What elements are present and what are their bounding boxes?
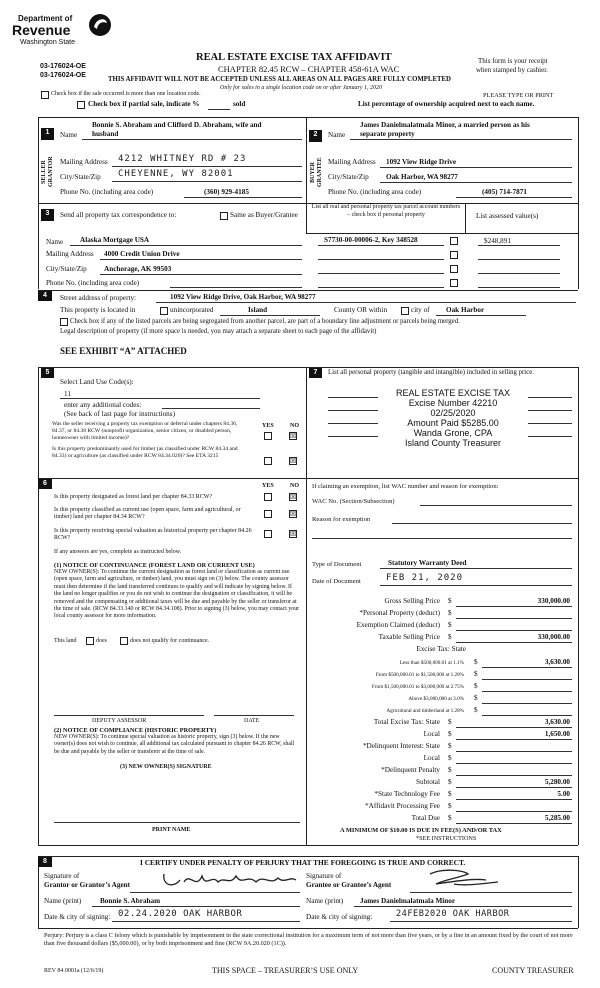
same-as-buyer-checkbox[interactable] [220, 212, 228, 220]
tech-fee-dollar: $ [448, 790, 452, 798]
seller-city-label: City/State/Zip [60, 173, 101, 181]
buyer-phone-label: Phone No. (including area code) [328, 188, 422, 196]
local-value: 1,650.00 [544, 730, 570, 738]
s5-q1-no[interactable]: ☒ [290, 432, 297, 440]
stamp-line-2: Excise Number 42210 [408, 398, 498, 408]
type-or-print: PLEASE TYPE OR PRINT [483, 92, 554, 99]
corr-city-value: Anchorage, AK 99503 [104, 265, 172, 273]
assessed-value: $248,891 [484, 237, 511, 245]
tech-fee-value: 5.00 [557, 790, 570, 798]
total-state-label: Total Excise Tax: State [373, 718, 440, 726]
local-label: Local [423, 730, 440, 738]
delinquent-interest-dollar: $ [448, 742, 452, 750]
unincorporated-label: unincorporated [170, 306, 214, 314]
doc-number-2: 03-176024-OE [40, 72, 86, 79]
buyer-city-label: City/State/Zip [328, 173, 369, 181]
land-use-label: Select Land Use Code(s): [60, 378, 134, 386]
delinquent-penalty-dollar: $ [448, 766, 452, 774]
gross-dollar: $ [448, 597, 452, 605]
bracket-1-value: 3,630.00 [544, 658, 570, 666]
see-instructions: *SEE INSTRUCTIONS [416, 835, 477, 842]
excise-tax-stamp [378, 388, 528, 450]
agency-line2: Revenue [12, 22, 71, 38]
total-due-dollar: $ [448, 814, 452, 822]
bracket-5-dollar: $ [474, 706, 478, 714]
s6-q3-no[interactable]: ☒ [290, 530, 297, 538]
subtotal-label: Subtotal [416, 778, 440, 786]
multi-location-checkbox[interactable] [41, 91, 49, 99]
does-label: does [96, 638, 107, 644]
corr-name-value: Alaska Mortgage USA [80, 236, 150, 244]
bracket-1-label: Less than $500,000.01 at 1.1% [399, 660, 464, 666]
s5-q2-no[interactable]: ☒ [290, 457, 297, 465]
corr-name-label: Name [46, 238, 64, 246]
notice-1-text: NEW OWNER(S): To continue the current designation as forest land or classification as current use (open space, farm and agriculture, or timber) land, you must sign on (3) below. The county assessor must then determine if the land transferred continues to qualify and will indicate by signing below. If the land no longer qualifies or you do not wish to continue the designation or classification, it will be removed and the compensating or additional taxes will be due and payable by the seller or transferor at the time of sale. (RCW 84.33.140 or RCW 84.34.108). Prior to signing (3) below, you may contact your local county assessor for more information. [54, 569, 300, 620]
bracket-1-dollar: $ [474, 658, 478, 666]
partial-sale-label: Check box if partial sale, indicate % [88, 100, 200, 108]
same-as-buyer-label: Same as Buyer/Grantee [230, 211, 298, 219]
processing-fee-label: *Affidavit Processing Fee [365, 802, 440, 810]
agency-line1: Department of [18, 14, 73, 23]
perjury-notice: Perjury: Perjury is a class C felony which is punishable by imprisonment in the state correctional institution for a maximum term of not more than five years, or by a fine in an amount fixed by the court of not more than five thousand dollars ($5,000.00), or by both imprisonment and fine (RCW 9A.20.020 (1C)). [44, 932, 573, 947]
exhibit-a-note: SEE EXHIBIT “A” ATTACHED [60, 346, 187, 356]
total-state-value: 3,630.00 [544, 718, 570, 726]
does-checkbox[interactable] [86, 637, 94, 645]
bracket-4-label: Above $3,000,000 at 3.0% [408, 696, 464, 702]
personal-property-label: List all personal property (tangible and intangible) included in selling price. [328, 369, 534, 376]
bracket-2-dollar: $ [474, 670, 478, 678]
buyer-side-label: BUYER GRANTEE [310, 157, 323, 187]
exemption-dollar: $ [448, 621, 452, 629]
buyer-mailing-value: 1092 View Ridge Drive [386, 158, 457, 166]
county-label: County OR within [334, 306, 388, 314]
buyer-name-line1: James Danielmalatmala Minor, a married person as his [360, 121, 530, 129]
grantee-signature-image [424, 866, 504, 892]
section-1-marker: 1 [41, 128, 54, 140]
notice-2-text: NEW OWNER(S): To continue special valuation as historic property, sign (3) below. If the new owner(s) does not wish to continue, all additional tax calculated pursuant to chapter 84.26 RCW, shall be due and payable by the seller or transferor at the time of sale. [54, 734, 295, 755]
seller-side-label: SELLER GRANTOR [41, 156, 54, 188]
personal-deduct-label: *Personal Property (deduct) [359, 609, 440, 617]
city-of-label: city of [411, 306, 430, 314]
parcel-personal-checkbox-4[interactable] [450, 279, 458, 287]
grantor-name-value: Bonnie S. Abraham [100, 897, 161, 905]
section-4-marker: 4 [38, 291, 52, 301]
form-title: REAL ESTATE EXCISE TAX AFFIDAVIT [196, 52, 392, 63]
see-back-label: (See back of last page for instructions) [64, 410, 175, 418]
form-warning: THIS AFFIDAVIT WILL NOT BE ACCEPTED UNLESS ALL AREAS ON ALL PAGES ARE FULLY COMPLETED [108, 76, 451, 83]
certify-statement: I CERTIFY UNDER PENALTY OF PERJURY THAT THE FOREGOING IS TRUE AND CORRECT. [140, 858, 466, 867]
grantor-signature-image [160, 868, 300, 892]
taxable-price-value: 330,000.00 [537, 633, 570, 641]
local2-label: Local [423, 754, 440, 762]
this-land-label: This land [54, 638, 77, 644]
section-5-marker: 5 [41, 368, 54, 378]
grantee-sig-label-1: Signature of [306, 872, 342, 880]
corr-mailing-label: Mailing Address [46, 250, 94, 258]
section-7-marker: 7 [309, 368, 322, 378]
new-owner-signature-label: (3) NEW OWNER(S) SIGNATURE [120, 764, 212, 770]
s6-q2-yes[interactable] [264, 510, 272, 518]
wac-label: WAC No. (Section/Subsection) [312, 498, 395, 505]
treasurer-use: THIS SPACE – TREASURER’S USE ONLY [212, 966, 359, 975]
revenue-logo [10, 10, 130, 52]
tech-fee-label: *State Technology Fee [374, 790, 440, 798]
grantor-date-label: Date & city of signing: [44, 913, 111, 921]
buyer-name-label: Name [328, 131, 346, 139]
local-dollar: $ [448, 730, 452, 738]
bracket-4-dollar: $ [474, 694, 478, 702]
subtotal-dollar: $ [448, 778, 452, 786]
partial-sale-checkbox[interactable] [77, 101, 85, 109]
multi-location-label: Check box if the sale occurred is more than one location code. [51, 91, 201, 97]
form-subtitle: CHAPTER 82.45 RCW – CHAPTER 458-61A WAC [218, 64, 400, 74]
receipt-note-1: This form is your receipt [478, 57, 548, 65]
minimum-note: A MINIMUM OF $10.00 IS DUE IN FEE(S) AND/OR TAX [340, 827, 502, 834]
total-due-value: 5,285.00 [544, 814, 570, 822]
seller-mailing-label: Mailing Address [60, 158, 108, 166]
grantee-date-label: Date & city of signing: [306, 913, 373, 921]
s6-no-header: NO [290, 483, 299, 489]
grantee-name-value: James Danielmalatmala Minor [360, 897, 456, 905]
located-label: This property is located in [60, 306, 136, 314]
s6-yes-header: YES [262, 483, 274, 489]
county-value: Island [248, 306, 268, 314]
section-2-marker: 2 [309, 130, 322, 142]
does-not-checkbox[interactable] [120, 637, 128, 645]
processing-fee-dollar: $ [448, 802, 452, 810]
doc-type-label: Type of Document [312, 561, 362, 568]
grantee-sig-label-2: Grantee or Grantee’s Agent [306, 881, 392, 889]
s6-if-yes: If any answers are yes, complete as instructed below. [54, 549, 182, 555]
section-6-marker: 6 [38, 479, 52, 489]
gross-price-label: Gross Selling Price [384, 597, 440, 605]
parcel-personal-checkbox-3[interactable] [450, 265, 458, 273]
legal-description-label: Legal description of property (if more space is needed, you may attach a separate sheet to each page of the affidavit) [60, 328, 377, 335]
parcel-personal-checkbox-1[interactable] [450, 237, 458, 245]
corr-city-label: City/State/Zip [46, 265, 87, 273]
seller-city-value: CHEYENNE, WY 82001 [118, 169, 234, 179]
s5-no-header: NO [290, 423, 299, 429]
grantor-sig-label-2: Grantor or Grantor’s Agent [44, 881, 131, 889]
seller-name-line1: Bonnie S. Abraham and Clifford D. Abraham, wife and [92, 121, 262, 129]
bracket-3-dollar: $ [474, 682, 478, 690]
s6-q2-no[interactable]: ☒ [290, 510, 297, 518]
buyer-mailing-label: Mailing Address [328, 158, 376, 166]
additional-codes-label: enter any additional codes: [64, 401, 142, 409]
unincorporated-checkbox[interactable] [160, 307, 168, 315]
seller-name-line2: husband [92, 130, 119, 138]
parcel-personal-checkbox-2[interactable] [450, 251, 458, 259]
taxable-dollar: $ [448, 633, 452, 641]
exemption-claimed-label: Exemption Claimed (deduct) [356, 621, 440, 629]
corr-phone-label: Phone No. (including area code) [46, 279, 140, 287]
segregated-label: Check box if any of the listed parcels are being segregated from another parcel, are part of a boundary line adjustment or parcels being merged. [70, 318, 460, 325]
deputy-assessor-label: DEPUTY ASSESSOR [92, 718, 147, 724]
bracket-5-label: Agricultural and timberland at 1.28% [386, 708, 464, 714]
total-due-label: Total Due [411, 814, 440, 822]
grantor-date-value: 02.24.2020 OAK HARBOR [118, 909, 243, 919]
ownership-list: List percentage of ownership acquired next to each name. [358, 100, 535, 108]
excise-tax-label: Excise Tax: State [416, 645, 466, 653]
reason-label: Reason for exemption [312, 516, 371, 523]
grantee-name-label: Name (print) [306, 897, 344, 905]
seller-mailing-value: 4212 WHITNEY RD # 23 [118, 154, 247, 164]
total-state-dollar: $ [448, 718, 452, 726]
only-for-sales: Only for sales in a single location code on or after January 1, 2020 [220, 85, 382, 91]
s6-q1-yes[interactable] [264, 493, 272, 501]
doc-number-1: 03-176024-OE [40, 63, 86, 70]
stamp-line-6: Island County Treasurer [404, 438, 502, 448]
bracket-2-label: From $500,000.01 to $1,500,000 at 1.28% [375, 672, 464, 678]
bracket-3-label: From $1,500,000.01 to $3,000,000 at 2.75% [371, 684, 464, 690]
s5-yes-header: YES [262, 423, 274, 429]
sold-label: sold [233, 100, 246, 108]
buyer-name-line2: separate property [360, 130, 415, 138]
stamp-line-3: 02/25/2020 [430, 408, 476, 418]
s5-question-1: Was the seller receiving a property tax exemption or deferral under chapters 84.36, 84.37, or 84.38 RCW (nonprofit organization, senior citizen, or disabled person, homeowner with limited income)? [52, 421, 238, 441]
buyer-city-value: Oak Harbor, WA 98277 [386, 173, 458, 181]
stamp-line-1: REAL ESTATE EXCISE TAX [395, 388, 511, 398]
s6-q1-no[interactable]: ☒ [290, 493, 297, 501]
assessed-header: List assessed value(s) [476, 212, 539, 220]
send-correspondence-label: Send all property tax correspondence to: [60, 211, 177, 219]
personal-dollar: $ [448, 609, 452, 617]
corr-mailing-value: 4000 Credit Union Drive [104, 250, 180, 258]
s6-q3-yes[interactable] [264, 530, 272, 538]
grantee-date-value: 24FEB2020 OAK HARBOR [396, 909, 510, 919]
doc-type-value: Statutory Warranty Deed [388, 559, 467, 567]
section-8-marker: 8 [38, 857, 52, 867]
stamp-line-5: Wanda Grone, CPA [413, 428, 493, 438]
s6-question-3: Is this property receiving special valuation as historical property per chapter 84.26 RCW? [54, 528, 252, 541]
buyer-phone-value: (405) 714-7871 [482, 188, 527, 196]
date-label: DATE [244, 718, 260, 724]
notice-1-title: (1) NOTICE OF CONTINUANCE (FOREST LAND OR CURRENT USE) [54, 562, 255, 569]
s6-question-2: Is this property classified as current use (open space, farm and agricultural, or timber) land per chapter 84.34 RCW? [54, 507, 241, 520]
segregated-checkbox[interactable] [60, 318, 68, 326]
does-not-label: does not qualify for continuance. [130, 638, 210, 644]
taxable-price-label: Taxable Selling Price [378, 633, 440, 641]
city-of-checkbox[interactable] [401, 307, 409, 315]
delinquent-penalty-label: *Delinquent Penalty [381, 766, 440, 774]
gross-price-value: 330,000.00 [537, 597, 570, 605]
subtotal-value: 5,280.00 [544, 778, 570, 786]
county-treasurer: COUNTY TREASURER [492, 966, 574, 975]
doc-date-value: FEB 21, 2020 [386, 573, 464, 583]
street-label: Street address of property: [60, 294, 137, 302]
form-number: REV 84 0001a (12/6/19) [44, 968, 104, 974]
agency-line3: Washington State [20, 39, 75, 46]
seller-phone-value: (360) 929-4185 [204, 188, 249, 196]
s6-question-1: Is this property designated as forest land per chapter 84.33 RCW? [54, 494, 213, 500]
parcel-number: S7730-00-00006-2, Key 348528 [324, 236, 418, 244]
stamp-line-4: Amount Paid $5285.00 [407, 418, 499, 428]
doc-date-label: Date of Document [312, 578, 361, 585]
section-3-marker: 3 [41, 209, 54, 221]
seller-name-label: Name [60, 131, 78, 139]
receipt-note-2: when stamped by cashier. [476, 66, 548, 74]
grantor-name-label: Name (print) [44, 897, 82, 905]
seller-phone-label: Phone No. (including area code) [60, 188, 154, 196]
parcel-header: List all real and personal property tax parcel account numbers – check box if personal property [311, 204, 461, 218]
delinquent-interest-label: *Delinquent Interest: State [362, 742, 440, 750]
local2-dollar: $ [448, 754, 452, 762]
street-value: 1092 View Ridge Drive, Oak Harbor, WA 98277 [170, 293, 316, 301]
print-name-label: PRINT NAME [152, 827, 191, 833]
exemption-label: If claiming an exemption, list WAC number and reason for exemption: [312, 483, 499, 490]
s5-q1-yes[interactable] [264, 432, 272, 440]
land-use-value: 11 [64, 390, 71, 398]
s5-q2-yes[interactable] [264, 457, 272, 465]
grantor-sig-label-1: Signature of [44, 872, 80, 880]
notice-2-title: (2) NOTICE OF COMPLIANCE (HISTORIC PROPERTY) [54, 727, 217, 734]
city-value: Oak Harbor [446, 306, 485, 314]
revenue-swirl-icon [88, 12, 112, 38]
s5-question-2: Is this property predominantly used for timber (as classified under RCW 84.34 and 84.33) or agriculture (as classified under RCW 84.34.020)? See ETA 3215 [52, 446, 238, 459]
